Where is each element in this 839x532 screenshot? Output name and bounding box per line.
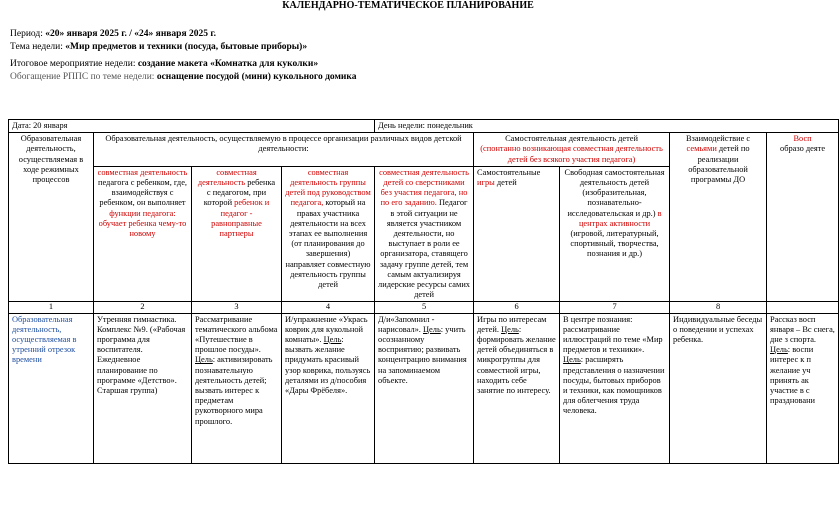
cell5-goal: Цель bbox=[423, 324, 441, 334]
sub4-text: Педагог в этой ситуации не является участником деятельности, но выступает в роли ее организатора, ставящего задачу группе детей, тем самым актуализируя лидерские ресурсы самих детей bbox=[378, 198, 470, 300]
sub-col-6 bbox=[560, 166, 670, 302]
sub-col-2 bbox=[192, 166, 282, 302]
sub5-highlight: игры bbox=[477, 178, 495, 188]
sub3-highlight: совместная деятельность группы детей под руководством педагога, bbox=[285, 167, 371, 208]
morning-cell-8: Индивидуальные беседы о поведении и успехах ребенка. bbox=[670, 313, 767, 463]
sub-col-5 bbox=[474, 166, 560, 302]
cell3-goal: Цель bbox=[195, 355, 213, 365]
sub-col-4 bbox=[375, 166, 474, 302]
header-row bbox=[9, 133, 839, 167]
num-cell: 1 bbox=[9, 302, 94, 313]
event-line bbox=[10, 58, 318, 70]
sub2-highlight-2: ребенок и педагог - равноправные партнеры bbox=[211, 198, 270, 239]
theme-line bbox=[10, 41, 307, 53]
cell6-text: Игры по интересам детей. bbox=[477, 314, 547, 334]
sub-col-3 bbox=[282, 166, 375, 302]
cell4-text-2: : вызвать желание придумать красивый узор коврика, пользуясь деталями из д/пособия «Дары Фрёбеля». bbox=[285, 335, 371, 396]
period-line bbox=[10, 28, 216, 40]
period-value: «20» января 2025 г. / «24» января 2025 г. bbox=[45, 29, 216, 39]
plan-table bbox=[8, 119, 839, 464]
edge-header-a: Восп bbox=[793, 134, 812, 144]
regime-header: Образовательная деятельность, осуществляемая в ходе режимных процессов bbox=[9, 133, 94, 302]
family-header-a: Взаимодействие с bbox=[685, 134, 751, 144]
num-cell: 4 bbox=[282, 302, 375, 313]
sub3-text: который на правах участника деятельности на всех этапах ее выполнения (от планирования до завершения) направляет совместную деятельность группы детей bbox=[285, 198, 371, 290]
morning-cell-6 bbox=[474, 313, 560, 463]
sub1-highlight: совместная деятельность bbox=[97, 167, 188, 177]
self-header-note: (спонтанно возникающая совместная деятельность детей без всякого участия педагога) bbox=[480, 144, 663, 164]
cell9-text-2: : воспи интерес к п желание уч принять ак участие в с праздновани bbox=[770, 345, 816, 406]
morning-regime-cell: Образовательная деятельность, осуществляемая в утренний отрезок времени bbox=[9, 313, 94, 463]
org-header: Образовательная деятельность, осуществляемую в процессе организации различных видов детской деятельности: bbox=[94, 133, 474, 167]
morning-cell-2: Утренняя гимнастика. Комплекс №9. («Рабочая программа для воспитателя. Ежедневное планирование по программе «Детство». Старшая группа) bbox=[94, 313, 192, 463]
edge-header-b: образо деяте bbox=[780, 144, 826, 154]
num-cell: 8 bbox=[670, 302, 767, 313]
cell7-goal: Цель bbox=[563, 355, 581, 365]
num-cell: 6 bbox=[474, 302, 560, 313]
morning-cell-3 bbox=[192, 313, 282, 463]
sub2-text: ребенка с педагогом, при которой bbox=[203, 178, 276, 208]
num-cell bbox=[767, 302, 839, 313]
theme-value: «Мир предметов и техники (посуда, бытовые приборы)» bbox=[65, 42, 308, 52]
date-row bbox=[9, 120, 839, 133]
page-title: КАЛЕНДАРНО-ТЕМАТИЧЕСКОЕ ПЛАНИРОВАНИЕ bbox=[282, 0, 534, 11]
morning-cell-5 bbox=[375, 313, 474, 463]
number-row bbox=[9, 302, 839, 313]
edge-header bbox=[767, 133, 839, 302]
event-value: создание макета «Комнатка для куколки» bbox=[137, 59, 319, 69]
enrich-value: оснащение посудой (мини) кукольного домика bbox=[156, 72, 357, 82]
sub5-text: Самостоятельные bbox=[477, 167, 541, 177]
morning-cell-7 bbox=[560, 313, 670, 463]
sub6-text-2: (игровой, литературный, спортивный, творчества, познания и др.) bbox=[570, 229, 659, 259]
sub6-text: Свободная самостоятельная деятельность детей (изобразительная, познавательно-исследовательская и др.) bbox=[564, 167, 665, 218]
cell5-text: Д/и«Запомнил - нарисовал». bbox=[378, 314, 435, 334]
period-label: Период: bbox=[10, 29, 43, 39]
sub6-highlight: в центрах активности bbox=[578, 208, 662, 228]
event-label: Итоговое мероприятие недели: bbox=[10, 59, 136, 69]
sub4-highlight: совместная деятельность детей со сверстниками без участия педагога, но по его заданию. bbox=[379, 167, 469, 208]
sub-col-1 bbox=[94, 166, 192, 302]
weekday-cell: День недели: понедельник bbox=[375, 120, 839, 133]
morning-cell-9 bbox=[767, 313, 839, 463]
enrich-label: Обогащение РППС по теме недели: bbox=[10, 72, 155, 82]
self-header bbox=[474, 133, 670, 167]
cell9-text: Рассказ восп января – Вс снега, дне з спорта. bbox=[770, 314, 835, 345]
cell5-text-2: : учить осознанному восприятию; развивать концентрацию внимания на запоминаемом объекте. bbox=[378, 324, 467, 385]
date-cell: Дата: 20 января bbox=[9, 120, 375, 133]
cell9-goal: Цель bbox=[770, 345, 788, 355]
num-cell: 5 bbox=[375, 302, 474, 313]
morning-cell-4 bbox=[282, 313, 375, 463]
num-cell: 7 bbox=[560, 302, 670, 313]
family-header-b: семьями bbox=[686, 144, 717, 154]
cell4-text: И/упражнение «Укрась коврик для кукольной комнаты». bbox=[285, 314, 368, 345]
cell3-text: Рассматривание тематического альбома «Путешествие в прошлое посуды». bbox=[195, 314, 278, 355]
num-cell: 3 bbox=[192, 302, 282, 313]
theme-label: Тема недели: bbox=[10, 42, 63, 52]
cell6-text-2: : формировать желание детей объединяться в микрогруппы для совместной игры, находить себе занятие по интересу. bbox=[477, 324, 556, 396]
enrich-line bbox=[10, 71, 356, 83]
self-header-main: Самостоятельная деятельность детей bbox=[505, 134, 638, 144]
sub2-highlight: совместная деятельность bbox=[197, 167, 257, 188]
sub5-text-2: детей bbox=[496, 178, 517, 188]
cell7-text: В центре познания: рассматривание иллюстраций по теме «Мир предметов и техники». bbox=[563, 314, 663, 355]
sub1-text: педагога с ребенком, где, взаимодействуя с ребенком, он выполняет bbox=[97, 178, 188, 208]
cell3-text-2: : активизировать познавательную деятельность детей; вызвать интерес к предметам рукотворного мира прошлого. bbox=[195, 355, 273, 426]
family-header bbox=[670, 133, 767, 302]
morning-row bbox=[9, 313, 839, 463]
cell7-text-2: : расширять представления о назначении посуды, бытовых приборов и техники, как помощников для облегчения труда человека. bbox=[563, 355, 665, 416]
num-cell: 2 bbox=[94, 302, 192, 313]
family-header-c: детей по реализации образовательной программы ДО bbox=[688, 144, 750, 185]
cell6-goal: Цель bbox=[501, 324, 519, 334]
cell4-goal: Цель bbox=[323, 335, 342, 345]
sub1-highlight-2: функции педагога: обучает ребенка чему-то новому bbox=[98, 208, 187, 239]
